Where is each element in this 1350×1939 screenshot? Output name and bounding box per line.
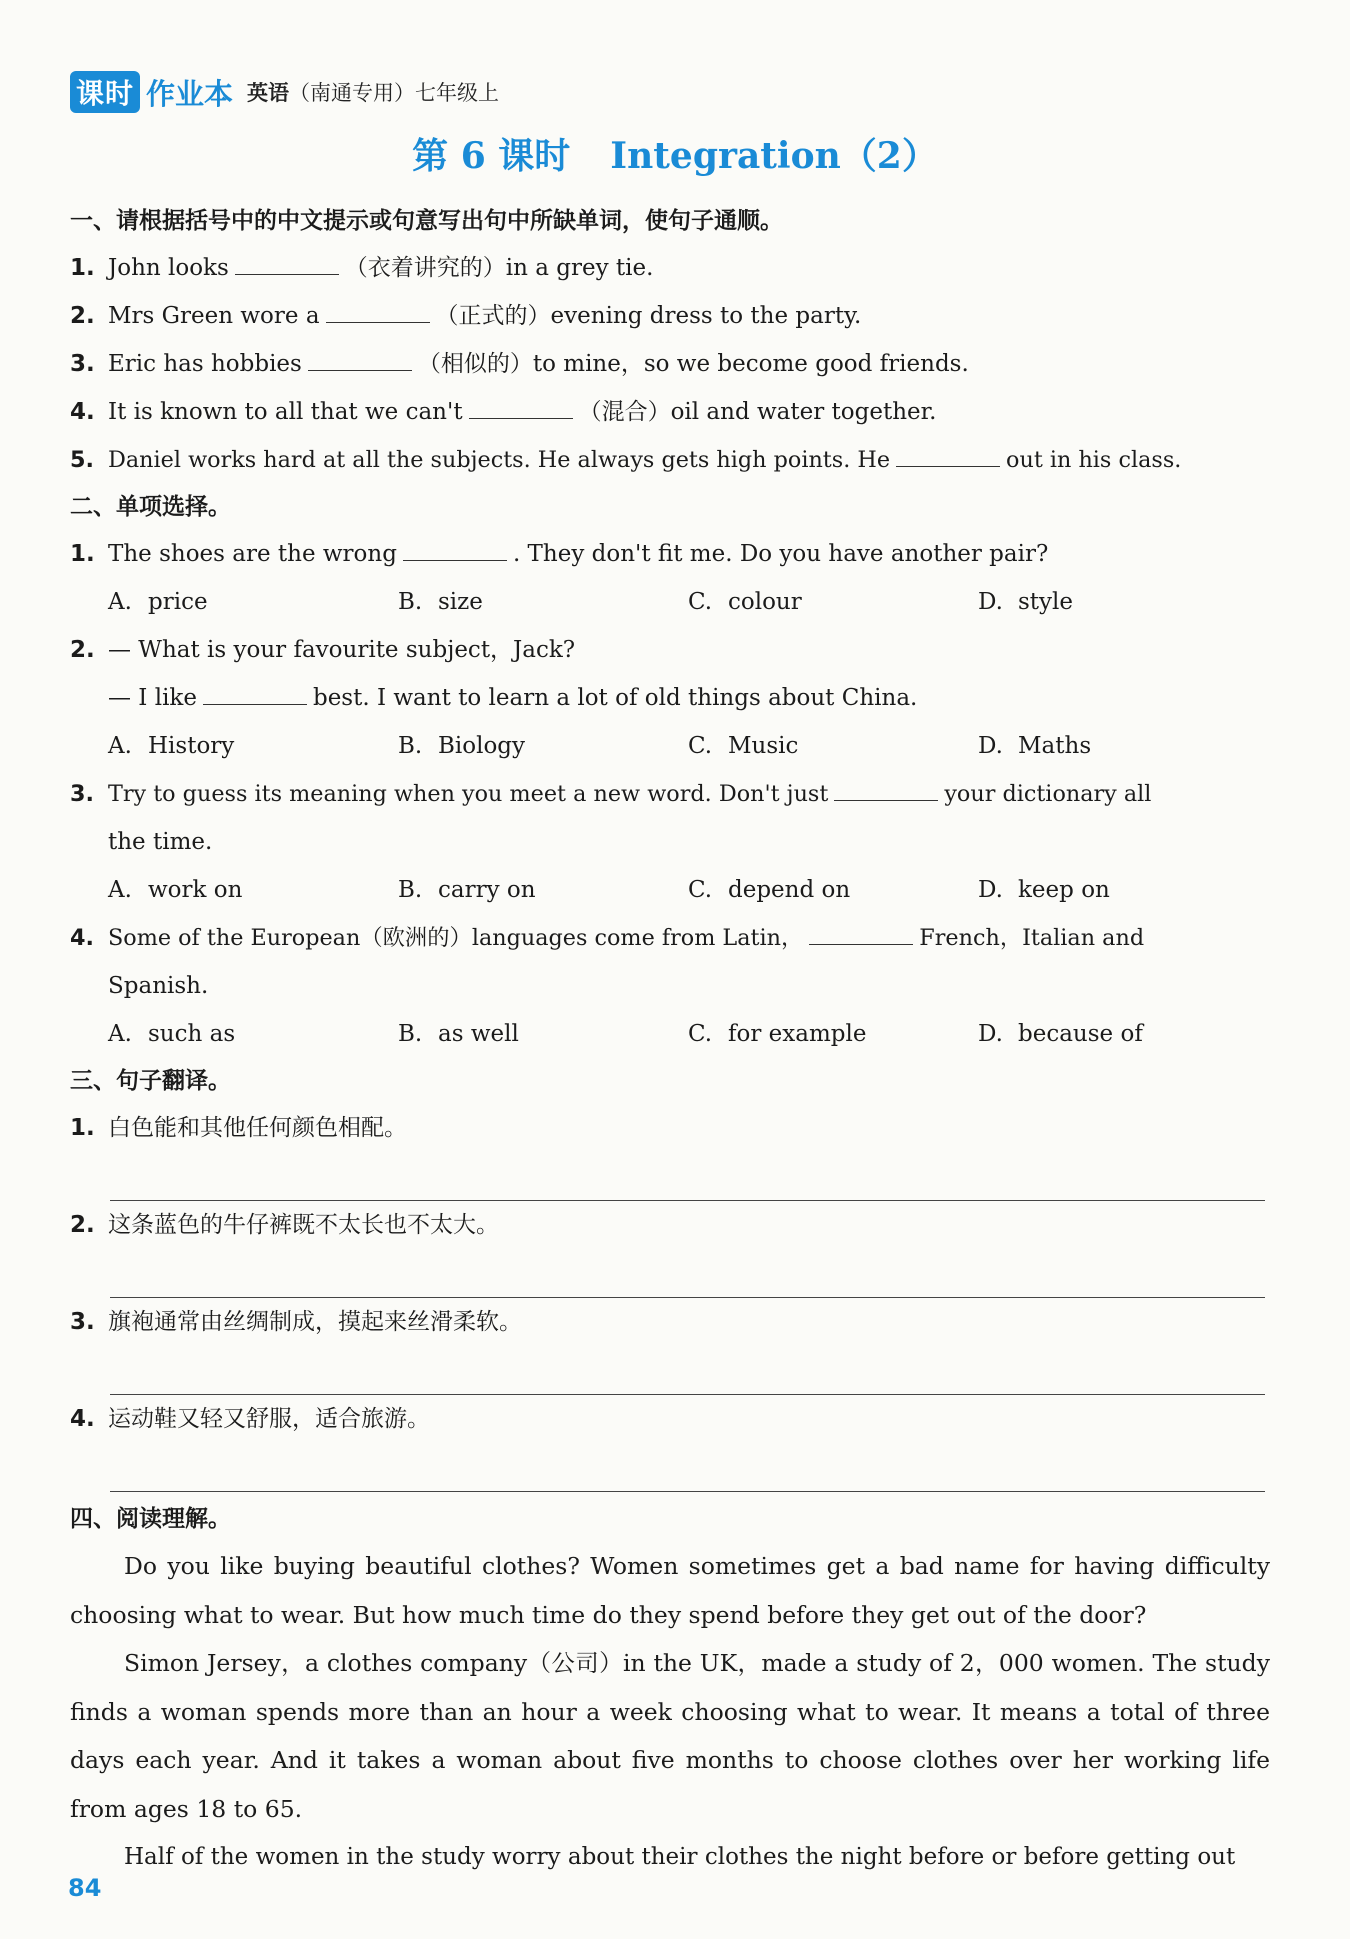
s2-q1-options bbox=[70, 578, 1270, 626]
subject-label: 英语（南通专用）七年级上 bbox=[247, 81, 500, 105]
s2-q3-line2: the time. bbox=[108, 829, 213, 855]
s3-item: 3. 旗袍通常由丝绸制成，摸起来丝滑柔软。 bbox=[70, 1309, 522, 1335]
logo-mark: 课时 bbox=[70, 71, 140, 113]
section-3-heading: 三、句子翻译。 bbox=[70, 1068, 231, 1094]
answer-blank[interactable] bbox=[834, 776, 938, 801]
s2-question-1: 1. The shoes are the wrong . They don't fit me. Do you have another pair? bbox=[70, 530, 1270, 578]
logo-text: 作业本 bbox=[146, 76, 234, 111]
section-4-heading: 四、阅读理解。 bbox=[70, 1506, 231, 1532]
option-a[interactable]: A. price bbox=[108, 589, 208, 615]
s3-item: 1. 白色能和其他任何颜色相配。 bbox=[70, 1115, 407, 1141]
answer-blank[interactable] bbox=[469, 394, 573, 419]
section-2-heading: 二、单项选择。 bbox=[70, 494, 231, 520]
translation-answer-line[interactable] bbox=[110, 1443, 1265, 1492]
reading-paragraph: Simon Jersey，a clothes company（公司）in the UK，made a study of 2，000 women. The study finds a woman spends more than an hour a week choosing what to wear. It means a total of three days each year. And it takes a woman about five months to choose clothes over her working life from ages 18 to 65. bbox=[70, 1649, 1270, 1823]
s1-item: 5. Daniel works hard at all the subjects. He always gets high points. He out in his class. bbox=[70, 436, 1270, 484]
option-a[interactable]: A. such as bbox=[108, 1021, 236, 1047]
option-d[interactable]: D. because of bbox=[978, 1021, 1143, 1047]
s2-question-3: 3. Try to guess its meaning when you meet a new word. Don't just your dictionary all bbox=[70, 770, 1270, 818]
content bbox=[70, 198, 1270, 1882]
page-number: 84 bbox=[68, 1874, 102, 1902]
option-d[interactable]: D. keep on bbox=[978, 877, 1110, 903]
answer-blank[interactable] bbox=[896, 442, 1000, 467]
answer-blank[interactable] bbox=[308, 346, 412, 371]
answer-blank[interactable] bbox=[809, 920, 913, 945]
translation-answer-line[interactable] bbox=[110, 1152, 1265, 1201]
option-b[interactable]: B. carry on bbox=[398, 877, 536, 903]
option-b[interactable]: B. as well bbox=[398, 1021, 519, 1047]
s3-item: 4. 运动鞋又轻又舒服，适合旅游。 bbox=[70, 1406, 430, 1432]
lesson-title: 第 6 课时 Integration（2） bbox=[412, 135, 938, 177]
s2-q2-options bbox=[70, 722, 1270, 770]
s1-item: 3. Eric has hobbies （相似的）to mine，so we become good friends. bbox=[70, 340, 1270, 388]
s1-item: 4. It is known to all that we can't （混合）oil and water together. bbox=[70, 388, 1270, 436]
s2-q4-line2: Spanish. bbox=[108, 973, 209, 999]
option-a[interactable]: A. History bbox=[108, 733, 235, 759]
option-d[interactable]: D. Maths bbox=[978, 733, 1092, 759]
section-1-heading: 一、请根据括号中的中文提示或句意写出句中所缺单词，使句子通顺。 bbox=[70, 208, 783, 234]
book-header bbox=[70, 72, 499, 112]
option-c[interactable]: C. for example bbox=[688, 1021, 867, 1047]
answer-blank[interactable] bbox=[403, 536, 507, 561]
answer-blank[interactable] bbox=[326, 298, 430, 323]
option-c[interactable]: C. colour bbox=[688, 589, 802, 615]
reading-paragraph: Half of the women in the study worry about their clothes the night before or before getting out bbox=[124, 1844, 1236, 1870]
option-d[interactable]: D. style bbox=[978, 589, 1074, 615]
translation-answer-line[interactable] bbox=[110, 1249, 1265, 1298]
option-c[interactable]: C. depend on bbox=[688, 877, 851, 903]
s2-q2-line2: — I like best. I want to learn a lot of old things about China. bbox=[70, 674, 1270, 722]
option-c[interactable]: C. Music bbox=[688, 733, 799, 759]
translation-answer-line[interactable] bbox=[110, 1346, 1265, 1395]
reading-paragraph: Do you like buying beautiful clothes? Women sometimes get a bad name for having difficulty choosing what to wear. But how much time do they spend before they get out of the door? bbox=[70, 1552, 1270, 1629]
option-a[interactable]: A. work on bbox=[108, 877, 243, 903]
s1-item: 1. John looks （衣着讲究的）in a grey tie. bbox=[70, 244, 1270, 292]
s2-q4-options bbox=[70, 1010, 1270, 1058]
option-b[interactable]: B. size bbox=[398, 589, 483, 615]
s3-item: 2. 这条蓝色的牛仔裤既不太长也不太大。 bbox=[70, 1212, 499, 1238]
s2-q3-options bbox=[70, 866, 1270, 914]
answer-blank[interactable] bbox=[235, 250, 339, 275]
answer-blank[interactable] bbox=[203, 680, 307, 705]
s2-question-2: 2. — What is your favourite subject，Jack? bbox=[70, 637, 576, 663]
s1-item: 2. Mrs Green wore a （正式的）evening dress to the party. bbox=[70, 292, 1270, 340]
s2-question-4: 4. Some of the European（欧洲的）languages come from Latin， French，Italian and bbox=[70, 914, 1270, 962]
option-b[interactable]: B. Biology bbox=[398, 733, 526, 759]
